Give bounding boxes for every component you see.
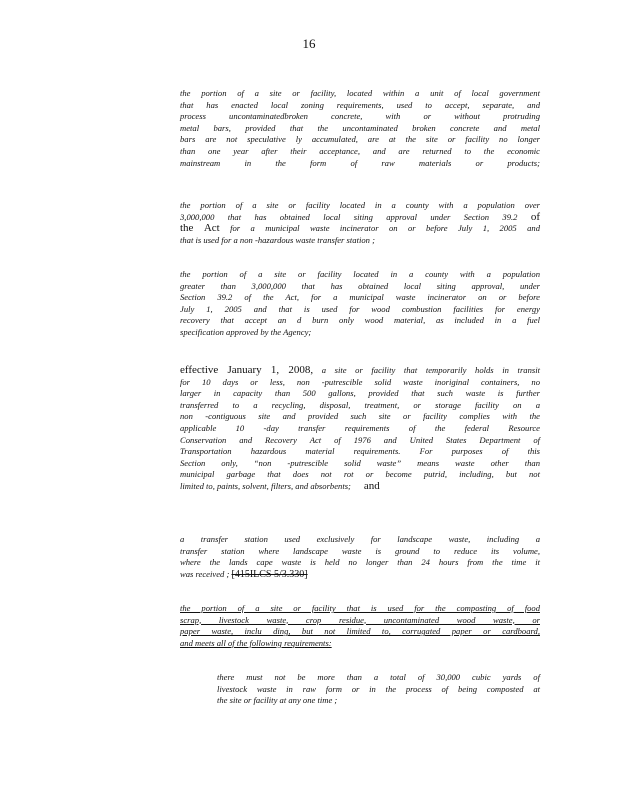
text-line: the portion of a site or facility located in a county with a population <box>180 269 540 279</box>
text-line: that is used for a non -hazardous waste transfer station ; <box>180 234 375 245</box>
text-run: 3,000,000 that has obtained local siting approval under Section 39.2 <box>180 211 518 222</box>
text-line: Transportation hazardous material requirements. For purposes of this <box>180 446 540 457</box>
text-line: non -contiguous site and provided such site or facility complies with the <box>180 411 540 422</box>
text-line: specification approved by the Agency; <box>180 326 312 337</box>
text-line: than one year after their acceptance, and are returned to the economic <box>180 145 540 156</box>
citation-struck: [415ILCS 5/3.330] <box>231 568 308 580</box>
text-run: of <box>530 210 540 223</box>
paragraph-transfer-station-incinerator <box>180 200 540 246</box>
text-line: the portion of a site or facility located in a county with a population over <box>180 200 540 210</box>
text-line: and meets all of the following requirements: <box>180 637 332 648</box>
text-line <box>180 481 540 493</box>
text-run: a site or facility that temporarily holds in transit <box>321 365 540 375</box>
text-line: metal bars, provided that the uncontaminated broken concrete and metal <box>180 122 540 133</box>
text-line: paper waste, inclu ding, but not limited to, corrugated paper or cardboard, <box>180 626 540 637</box>
text-line: Section only, “non -putrescible solid waste” means waste other than <box>180 457 540 468</box>
text-line: greater than 3,000,000 that has obtained local siting approval, under <box>180 280 540 291</box>
text-line: the site or facility at any one time ; <box>217 695 338 706</box>
text-line: Conservation and Recovery Act of 1976 and United States Department of <box>180 434 540 445</box>
paragraph-landscape-waste <box>180 534 540 580</box>
text-run: was received ; <box>180 568 230 579</box>
text-line: there must not be more than a total of 30,000 cubic yards of <box>217 672 540 682</box>
text-line: that has enacted local zoning requirements, used to accept, separate, and <box>180 99 540 110</box>
text-run: the Act <box>180 222 220 235</box>
paragraph-composting <box>180 603 540 649</box>
text-run: effective January 1, 2008, <box>180 364 314 376</box>
text-line: mainstream in the form of raw materials or products; <box>180 157 540 168</box>
text-line: livestock waste in raw form or in the process of being composted at <box>217 683 540 694</box>
text-line: July 1, 2005 and that is used for wood combustion facilities for energy <box>180 303 540 314</box>
paragraph-livestock-limit <box>217 672 540 707</box>
text-line: bars are not speculative ly accumulated, are at the site or facility no longer <box>180 134 540 145</box>
text-line: Section 39.2 of the Act, for a municipal waste incinerator on or before <box>180 292 540 303</box>
text-line: recovery that accept an d burn only wood material, as included in a fuel <box>180 315 540 326</box>
text-line: a transfer station used exclusively for landscape waste, including a <box>180 534 540 544</box>
text-line <box>180 223 540 235</box>
text-line: larger in capacity than 500 gallons, provided that such waste is further <box>180 388 540 399</box>
text-line: municipal garbage that does not rot or become putrid, including, but not <box>180 469 540 480</box>
paragraph-concrete-facility <box>180 88 540 169</box>
text-run: limited to, paints, solvent, filters, and absorbents; <box>180 480 351 491</box>
paragraph-temporary-transit <box>180 365 540 493</box>
text-run: for a municipal waste incinerator on or before July 1, 2005 and <box>230 223 540 234</box>
text-line: transfer station where landscape waste is ground to reduce its volume, <box>180 545 540 556</box>
text-line: where the lands cape waste is held no longer than 24 hours from the time it <box>180 557 540 568</box>
text-line: process uncontaminatedbroken concrete, with or without protruding <box>180 111 540 122</box>
text-line: scrap, livestock waste, crop residue, uncontaminated wood waste, or <box>180 614 540 625</box>
text-line <box>180 365 540 377</box>
text-line: the portion of a site or facility that is used for the composting of food <box>180 603 540 613</box>
paragraph-wood-combustion <box>180 269 540 339</box>
text-line <box>180 569 540 581</box>
text-run: and <box>363 479 380 492</box>
page-number: 16 <box>302 36 316 51</box>
text-line: the portion of a site or facility, located within a unit of local government <box>180 88 540 98</box>
text-line: for 10 days or less, non -putrescible solid waste inoriginal containers, no <box>180 376 540 387</box>
text-line: transferred to a recycling, disposal, treatment, or storage facility on a <box>180 399 540 410</box>
text-line: applicable 10 -day transfer requirements of the federal Resource <box>180 422 540 433</box>
text-line <box>180 212 540 224</box>
